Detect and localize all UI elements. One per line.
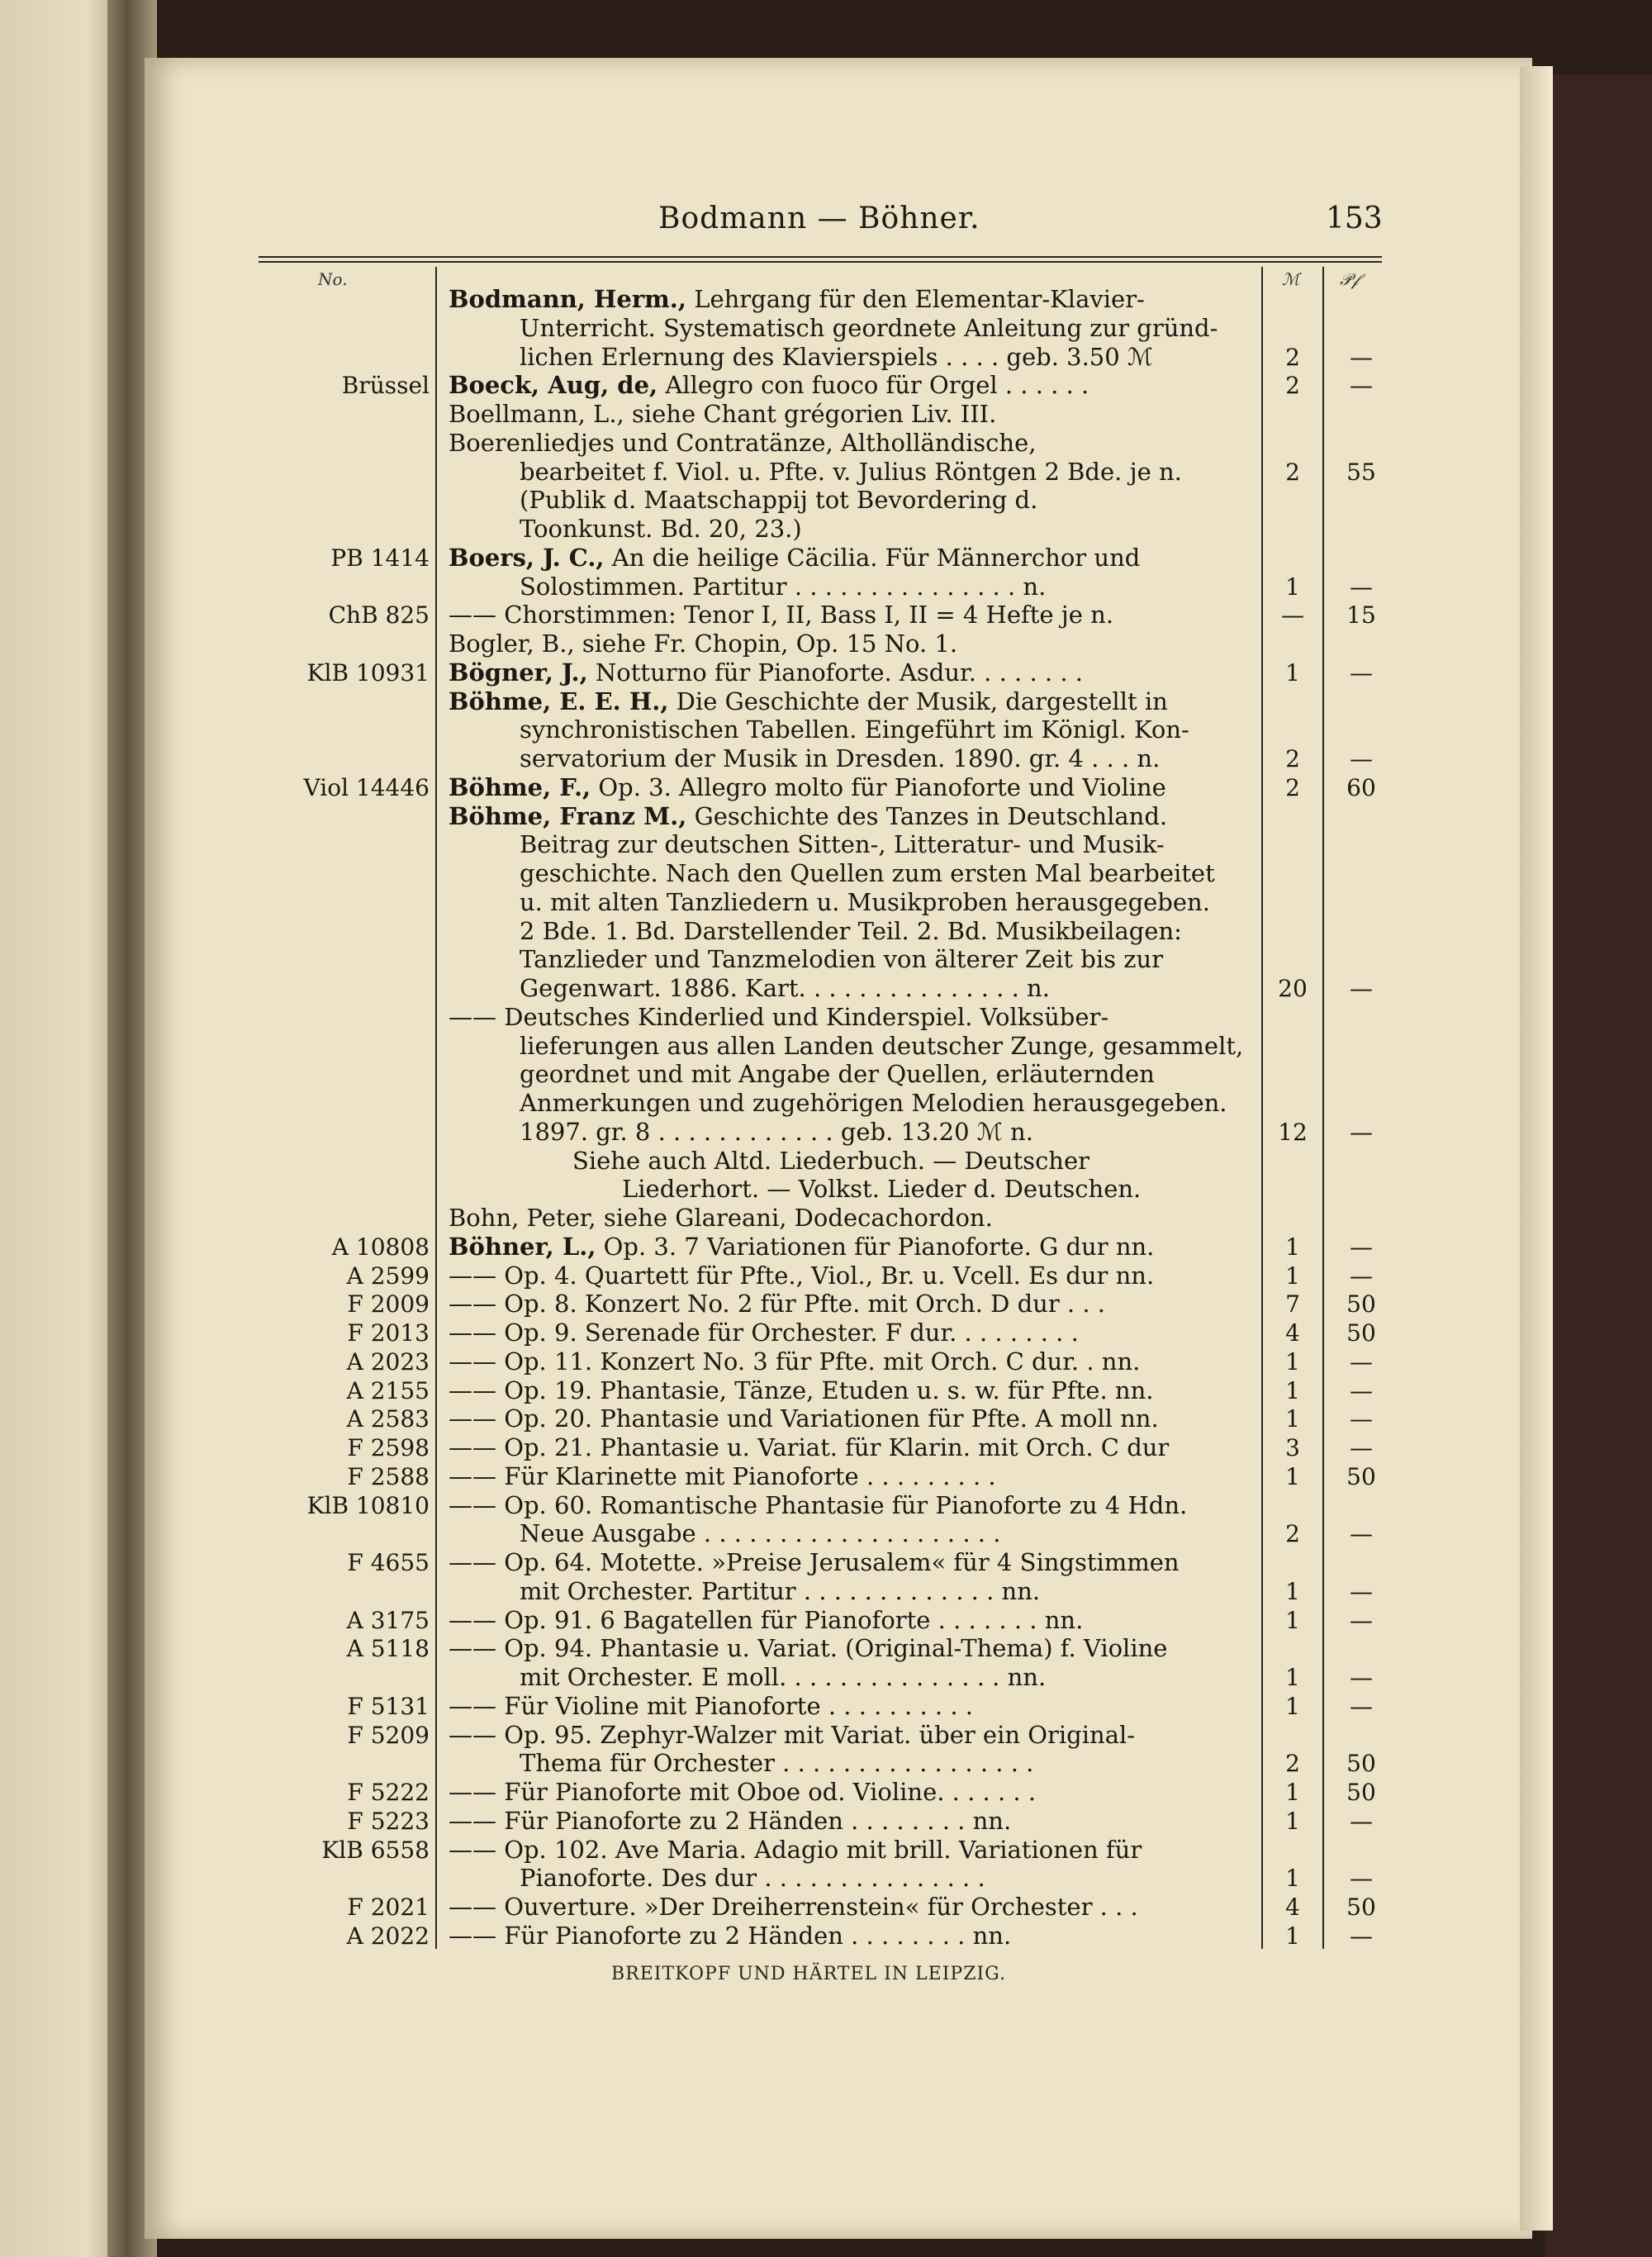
entry-line [572, 1147, 1089, 1176]
price-pfennig: 15 [1346, 601, 1376, 630]
entry-line [622, 1175, 1141, 1204]
entry-text: Lehrgang für den Elementar-Klavier- [686, 285, 1145, 313]
header-rule [259, 256, 1382, 258]
entry-line [449, 544, 1140, 573]
entry-line [449, 1003, 1108, 1032]
entry-line [520, 859, 1215, 888]
entry-line [520, 515, 802, 544]
entry-line [449, 1893, 1138, 1922]
price-mark: 1 [1285, 1779, 1300, 1806]
entry-line [520, 744, 1160, 773]
entry-text: geordnet und mit Angabe der Quellen, erläuternden [520, 1060, 1155, 1089]
entry-text: —— Für Pianoforte zu 2 Händen . . . . . . . . nn. [449, 1921, 1012, 1950]
entry-text: —— Op. 94. Phantasie u. Variat. (Original-Thema) f. Violine [449, 1634, 1168, 1663]
entry-line [520, 1519, 1000, 1548]
column-divider-mark [1261, 267, 1263, 1949]
entry-text: —— Op. 20. Phantasie und Variationen für Pfte. A moll nn. [449, 1404, 1159, 1433]
price-pfennig: — [1350, 745, 1373, 772]
entry-text: synchronistischen Tabellen. Eingeführt im Königl. Kon- [520, 715, 1189, 744]
entry-text: Op. 3. 7 Variationen für Pianoforte. G dur nn. [596, 1232, 1155, 1261]
entry-text: mit Orchester. Partitur . . . . . . . . . . . . . nn. [520, 1576, 1041, 1605]
catalog-number: A 10808 [331, 1233, 430, 1261]
entry-line [449, 1404, 1159, 1433]
catalog-number: F 4655 [347, 1549, 430, 1576]
price-mark: 1 [1285, 573, 1300, 601]
entry-line [449, 1319, 1079, 1347]
entry-line [520, 830, 1165, 859]
entry-line [449, 1548, 1180, 1577]
catalog-number: A 2022 [346, 1922, 430, 1950]
entry-line [520, 343, 1153, 372]
entry-line [449, 802, 1167, 831]
price-pfennig: 50 [1346, 1894, 1376, 1921]
price-pfennig: 50 [1346, 1290, 1376, 1319]
price-pfennig: — [1350, 1520, 1373, 1548]
entry-heading: Boeck, Aug, de, [449, 371, 658, 400]
price-mark: 2 [1285, 1520, 1300, 1548]
price-pfennig: 50 [1346, 1750, 1376, 1778]
entry-text: —— Ouverture. »Der Dreiherrenstein« für Orchester . . . [449, 1893, 1138, 1921]
entry-line [520, 1118, 1033, 1147]
price-pfennig: — [1350, 1233, 1373, 1261]
header-rule-double [259, 261, 1382, 263]
entry-text: Neue Ausgabe . . . . . . . . . . . . . . . . . . . . [520, 1519, 1001, 1548]
price-pfennig: — [1350, 1434, 1373, 1461]
entry-text: —— Für Pianoforte zu 2 Händen . . . . . . . . nn. [449, 1806, 1012, 1835]
entry-line [520, 917, 1182, 946]
price-mark: 7 [1285, 1290, 1300, 1319]
entry-text: Notturno für Pianoforte. Asdur. . . . . . . . [587, 658, 1083, 687]
price-pfennig: — [1350, 1347, 1373, 1376]
entry-line [520, 573, 1046, 601]
entry-text: Die Geschichte der Musik, dargestellt in [668, 687, 1168, 715]
entry-text: mit Orchester. E moll. . . . . . . . . . . . . . . nn. [520, 1663, 1047, 1691]
entry-text: —— Op. 9. Serenade für Orchester. F dur. . . . . . . . . [449, 1319, 1079, 1347]
entry-line [449, 1491, 1187, 1520]
price-mark: 1 [1285, 1462, 1300, 1490]
page-edge [1520, 66, 1553, 2231]
entry-heading: Böhme, Franz M., [449, 801, 687, 830]
catalog-number: F 2588 [347, 1462, 430, 1490]
price-pfennig: — [1350, 658, 1373, 687]
entry-text: —— Op. 19. Phantasie, Tänze, Etuden u. s. w. für Pfte. nn. [449, 1376, 1154, 1404]
price-mark: 1 [1285, 1376, 1300, 1404]
entry-text: Op. 3. Allegro molto für Pianoforte und Violine [591, 772, 1166, 801]
column-head-mark: ℳ [1282, 269, 1300, 289]
price-mark: 2 [1285, 773, 1300, 801]
entry-text: —— Deutsches Kinderlied und Kinderspiel. Volksüber- [449, 1002, 1109, 1031]
entry-line [449, 1922, 1011, 1951]
entry-text: geschichte. Nach den Quellen zum ersten Mal bearbeitet [520, 859, 1215, 887]
entry-heading: Bodmann, Herm., [449, 285, 686, 313]
entry-text: Unterricht. Systematisch geordnete Anleitung zur gründ- [520, 313, 1218, 342]
entry-text: 1897. gr. 8 . . . . . . . . . . . . geb. 13.20 ℳ n. [520, 1117, 1033, 1146]
entry-line [449, 1836, 1142, 1865]
entry-line [449, 773, 1166, 802]
entry-text: Allegro con fuoco für Orgel . . . . . . [657, 371, 1089, 400]
catalog-number: A 2155 [346, 1376, 430, 1404]
entry-text: An die heilige Cäcilia. Für Männerchor und [604, 543, 1141, 572]
entry-text: (Publik d. Maatschappij tot Bevordering d. [520, 486, 1038, 515]
entry-line [449, 1233, 1154, 1262]
catalog-number: A 3175 [346, 1606, 430, 1634]
entry-text: Solostimmen. Partitur . . . . . . . . . . . . . . . n. [520, 572, 1047, 601]
page-number: 153 [1326, 202, 1383, 235]
price-pfennig: 50 [1346, 1319, 1376, 1347]
entry-text: Tanzlieder und Tanzmelodien von älterer Zeit bis zur [520, 945, 1164, 974]
entry-text: Bogler, B., siehe Fr. Chopin, Op. 15 No. 1. [449, 630, 958, 658]
entry-line [449, 1721, 1135, 1750]
entry-text: —— Chorstimmen: Tenor I, II, Bass I, II = 4 Hefte je n. [449, 601, 1114, 630]
entry-text: Toonkunst. Bd. 20, 23.) [520, 515, 802, 543]
price-pfennig: — [1350, 1922, 1373, 1950]
catalog-number: PB 1414 [330, 544, 430, 572]
price-pfennig: — [1350, 372, 1373, 400]
price-mark: 1 [1285, 658, 1300, 687]
entry-text: —— Op. 11. Konzert No. 3 für Pfte. mit Orch. C dur. . nn. [449, 1347, 1141, 1376]
entry-heading: Böhme, E. E. H., [449, 687, 669, 715]
entry-line [449, 1692, 973, 1721]
price-mark: 1 [1285, 1262, 1300, 1290]
price-pfennig: — [1350, 573, 1373, 601]
catalog-number: A 2583 [346, 1405, 430, 1433]
entry-line [449, 371, 1089, 400]
entry-text: —— Op. 21. Phantasie u. Variat. für Klarin. mit Orch. C dur [449, 1433, 1170, 1461]
entry-line [520, 1089, 1227, 1118]
price-pfennig: 50 [1346, 1462, 1376, 1490]
entry-text: —— Für Klarinette mit Pianoforte . . . . . . . . . [449, 1461, 996, 1490]
entry-line [449, 1433, 1169, 1462]
entry-text: —— Op. 91. 6 Bagatellen für Pianoforte . . . . . . . nn. [449, 1605, 1084, 1634]
price-pfennig: 50 [1346, 1779, 1376, 1806]
catalog-number: A 2023 [346, 1347, 430, 1376]
entry-text: Siehe auch Altd. Liederbuch. — Deutscher [572, 1146, 1090, 1175]
entry-text: —— Op. 4. Quartett für Pfte., Viol., Br. u. Vcell. Es dur nn. [449, 1261, 1155, 1290]
entry-text: —— Op. 60. Romantische Phantasie für Pianoforte zu 4 Hdn. [449, 1490, 1188, 1519]
price-mark: 4 [1285, 1894, 1300, 1921]
entry-text: —— Op. 102. Ave Maria. Adagio mit brill. Variationen für [449, 1835, 1142, 1864]
entry-line [449, 1204, 993, 1233]
catalog-number: Brüssel [341, 372, 430, 400]
price-pfennig: — [1350, 1118, 1373, 1146]
catalog-number: F 5209 [347, 1721, 430, 1749]
entry-line [520, 974, 1050, 1003]
price-mark: 20 [1278, 975, 1308, 1002]
entry-text: Bohn, Peter, siehe Glareani, Dodecachordon. [449, 1204, 993, 1232]
entry-text: Anmerkungen und zugehörigen Melodien herausgegeben. [520, 1089, 1227, 1117]
catalog-number: F 2021 [347, 1894, 430, 1921]
left-page-edge [0, 0, 124, 2257]
entry-heading: Böhme, F., [449, 772, 591, 801]
entry-text: —— Op. 8. Konzert No. 2 für Pfte. mit Orch. D dur . . . [449, 1290, 1106, 1319]
price-mark: 1 [1285, 1865, 1300, 1893]
catalog-number: ChB 825 [328, 601, 430, 630]
price-pfennig: 60 [1346, 773, 1376, 801]
price-mark: 1 [1285, 1606, 1300, 1634]
entry-line [449, 400, 996, 429]
entry-line [449, 1778, 1036, 1807]
catalog-number: F 5131 [347, 1692, 430, 1720]
catalog-number: A 5118 [346, 1635, 430, 1663]
entry-line [449, 630, 957, 658]
catalog-number: F 5222 [347, 1779, 430, 1806]
entry-line [449, 601, 1113, 630]
catalog-number: A 2599 [346, 1262, 430, 1290]
entry-line [449, 1807, 1011, 1836]
running-title: Bodmann — Böhner. [658, 202, 980, 235]
entry-text: Geschichte des Tanzes in Deutschland. [686, 801, 1168, 830]
catalog-number: F 5223 [347, 1807, 430, 1835]
entry-line [520, 486, 1037, 515]
price-mark: 2 [1285, 458, 1300, 486]
price-pfennig: — [1350, 343, 1373, 371]
entry-line [449, 1634, 1167, 1663]
entry-line [520, 1577, 1040, 1606]
catalog-number: F 2013 [347, 1319, 430, 1347]
price-pfennig: — [1350, 1664, 1373, 1691]
entry-text: lieferungen aus allen Landen deutscher Zunge, gesammelt, [520, 1031, 1244, 1060]
price-mark: 3 [1285, 1434, 1300, 1461]
entry-line [520, 458, 1182, 487]
price-mark: 2 [1285, 1750, 1300, 1778]
column-head-no: No. [318, 269, 348, 289]
price-mark: 1 [1285, 1577, 1300, 1605]
entry-heading: Böhner, L., [449, 1232, 596, 1261]
entry-line [449, 1376, 1153, 1405]
entry-line [449, 1347, 1140, 1376]
entry-text: Boellmann, L., siehe Chant grégorien Liv. III. [449, 400, 997, 428]
entry-text: Gegenwart. 1886. Kart. . . . . . . . . . . . . . . n. [520, 974, 1050, 1002]
entry-line [520, 1749, 1033, 1778]
entry-line [520, 1864, 985, 1893]
price-mark: 4 [1285, 1319, 1300, 1347]
entry-text: 2 Bde. 1. Bd. Darstellender Teil. 2. Bd. Musikbeilagen: [520, 916, 1182, 945]
catalog-number: KlB 10810 [306, 1491, 430, 1519]
entry-text: —— Op. 95. Zephyr-Walzer mit Variat. über ein Original- [449, 1720, 1136, 1749]
entry-line [449, 429, 1036, 458]
entry-text: lichen Erlernung des Klavierspiels . . . . geb. 3.50 ℳ [520, 342, 1153, 371]
price-pfennig: 55 [1346, 458, 1376, 486]
price-pfennig: — [1350, 1376, 1373, 1404]
entry-text: —— Für Pianoforte mit Oboe od. Violine. . . . . . . [449, 1778, 1037, 1806]
price-mark: 2 [1285, 343, 1300, 371]
book-cover [1545, 74, 1652, 2257]
entry-text: —— Op. 64. Motette. »Preise Jerusalem« für 4 Singstimmen [449, 1548, 1180, 1576]
publisher-footer: BREITKOPF UND HÄRTEL IN LEIPZIG. [611, 1964, 1006, 1984]
column-head-pf: 𝒫𝒻 [1340, 269, 1360, 289]
entry-line [449, 1606, 1083, 1635]
price-pfennig: — [1350, 975, 1373, 1002]
price-mark: 1 [1285, 1233, 1300, 1261]
price-pfennig: — [1350, 1807, 1373, 1835]
entry-line [520, 1032, 1243, 1061]
price-mark: 2 [1285, 745, 1300, 772]
price-mark: — [1281, 601, 1304, 630]
price-pfennig: — [1350, 1405, 1373, 1433]
price-pfennig: — [1350, 1865, 1373, 1893]
entry-line [520, 314, 1218, 343]
entry-line [520, 715, 1189, 744]
entry-text: Pianoforte. Des dur . . . . . . . . . . . . . . . [520, 1864, 985, 1893]
price-mark: 1 [1285, 1664, 1300, 1691]
entry-line [520, 1060, 1155, 1089]
entry-heading: Boers, J. C., [449, 543, 605, 572]
entry-text: —— Für Violine mit Pianoforte . . . . . . . . . . [449, 1691, 973, 1720]
price-mark: 1 [1285, 1807, 1300, 1835]
entry-text: Thema für Orchester . . . . . . . . . . . . . . . . . [520, 1749, 1034, 1778]
entry-line [449, 1262, 1154, 1290]
entry-text: bearbeitet f. Viol. u. Pfte. v. Julius Röntgen 2 Bde. je n. [520, 457, 1182, 486]
entry-line [449, 658, 1083, 687]
price-pfennig: — [1350, 1606, 1373, 1634]
price-pfennig: — [1350, 1577, 1373, 1605]
entry-line [449, 1290, 1105, 1319]
price-mark: 2 [1285, 372, 1300, 400]
price-mark: 1 [1285, 1922, 1300, 1950]
entry-line [520, 888, 1210, 917]
column-divider-number [435, 267, 437, 1949]
entry-line [520, 945, 1163, 974]
catalog-number: F 2009 [347, 1290, 430, 1319]
price-pfennig: — [1350, 1692, 1373, 1720]
catalog-number: KlB 10931 [306, 658, 430, 687]
price-mark: 1 [1285, 1405, 1300, 1433]
price-mark: 1 [1285, 1692, 1300, 1720]
price-pfennig: — [1350, 1262, 1373, 1290]
entry-line [449, 687, 1168, 716]
price-mark: 12 [1278, 1118, 1308, 1146]
entry-line [520, 1663, 1046, 1692]
entry-text: u. mit alten Tanzliedern u. Musikproben herausgegeben. [520, 887, 1210, 916]
entry-line [449, 285, 1145, 314]
entry-text: Boerenliedjes und Contratänze, Altholländische, [449, 428, 1037, 457]
entry-text: servatorium der Musik in Dresden. 1890. gr. 4 . . . n. [520, 744, 1161, 772]
price-mark: 1 [1285, 1347, 1300, 1376]
catalog-number: F 2598 [347, 1434, 430, 1461]
catalog-number: KlB 6558 [321, 1836, 430, 1864]
entry-heading: Bögner, J., [449, 658, 588, 687]
catalog-number: Viol 14446 [303, 773, 430, 801]
entry-text: Liederhort. — Volkst. Lieder d. Deutschen. [622, 1175, 1142, 1204]
entry-text: Beitrag zur deutschen Sitten-, Litteratur- und Musik- [520, 830, 1165, 859]
entry-line [449, 1462, 996, 1491]
